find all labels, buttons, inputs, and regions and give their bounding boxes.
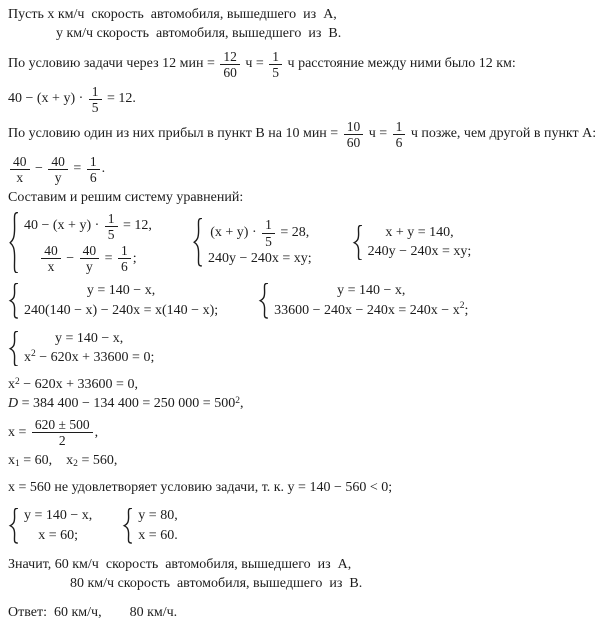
fraction: $\frac{40}{y}$ xyxy=(80,243,100,274)
answer-line: Ответ: 60 км/ч, 80 км/ч. xyxy=(8,605,178,621)
fraction: $\frac{12}{60}$ xyxy=(220,49,240,80)
fraction: $\frac{1}{5}$ xyxy=(89,84,102,115)
condition-2-equation: $\frac{40}{x}$ − $\frac{40}{y}$ = $\frac{1}{6}$ . xyxy=(8,153,592,186)
fraction: $\frac{40}{x}$ xyxy=(10,154,30,185)
conclusion-line-2: 80 км/ч скорость автомобиля, вышедшего из В. xyxy=(70,576,363,592)
condition-2-text: По условию один из них прибыл в пункт В на 10 мин = $\frac{10}{60}$ ч = $\frac{1}{6}$ ч позже, чем другой в пункт А: xyxy=(8,118,597,150)
system-equation: $\frac{40}{x}$ − $\frac{40}{y}$ = $\frac{1}{6}$ ; xyxy=(39,243,136,274)
fraction: $\frac{1}{6}$ xyxy=(118,243,131,274)
equation-system-2 xyxy=(192,217,312,267)
fraction: $\frac{40}{y}$ xyxy=(48,154,68,185)
systems-row-4 xyxy=(8,507,592,544)
rejection-note: x = 560 не удовлетворяет условию задачи, т. к. y = 140 − 560 < 0; xyxy=(8,480,393,496)
system-equation: 240(140 − x) − 240x = x(140 − x); xyxy=(24,302,219,318)
left-brace-icon xyxy=(258,283,269,318)
system-equation: x = 60; xyxy=(38,527,79,543)
fraction: $\frac{10}{60}$ xyxy=(344,119,364,150)
intro-line-2: у км/ч скорость автомобиля, вышедшего из В. xyxy=(56,26,342,42)
condition-1-text: По условию задачи через 12 мин = $\frac{12}{60}$ ч = $\frac{1}{5}$ ч расстояние между ними было 12 км: xyxy=(8,48,516,80)
equation-system-4 xyxy=(8,282,218,319)
left-brace-icon xyxy=(192,218,203,266)
intro-line-1: Пусть x км/ч скорость автомобиля, вышедшего из А, xyxy=(8,7,337,22)
system-equation: x + y = 140, xyxy=(385,224,454,240)
systems-row-3 xyxy=(8,330,592,367)
conclusion-line-1: Значит, 60 км/ч скорость автомобиля, вышедшего из А, xyxy=(8,556,352,572)
system-equation: x $^2$ − 620x + 33600 = 0; xyxy=(24,348,155,365)
systems-intro: Составим и решим систему уравнений: xyxy=(8,189,244,205)
quadratic-line-4: $x_1 = 60$, $x_2 = 560$, xyxy=(8,452,118,470)
system-equation: (x + y) · $\frac{1}{5}$ = 28, xyxy=(210,217,310,249)
left-brace-icon xyxy=(8,508,19,543)
quadratic-line-3: x = $\frac{620 \pm 500}{2}$ , xyxy=(8,416,99,448)
system-equation: y = 80, xyxy=(138,508,178,524)
system-equation: y = 140 − x, xyxy=(86,283,156,299)
equation-system-6 xyxy=(8,330,154,367)
fraction: $\frac{1}{6}$ xyxy=(87,154,100,185)
fraction: $\frac{1}{5}$ xyxy=(269,49,282,80)
fraction: $\frac{1}{5}$ xyxy=(105,211,118,242)
systems-row-1 xyxy=(8,211,592,274)
system-equation: 240y − 240x = xy; xyxy=(367,244,472,260)
fraction: $\frac{1}{5}$ xyxy=(262,217,275,248)
fraction: $\frac{620 \pm 500}{2}$ xyxy=(32,417,93,448)
system-equation: y = 140 − x, xyxy=(55,330,124,346)
quadratic-line-1: $x^2 - 620x + 33600 = 0$, xyxy=(8,376,138,393)
fraction: $\frac{1}{6}$ xyxy=(393,119,406,150)
equation-system-3 xyxy=(352,224,472,261)
quadratic-line-2: D = 384 400 − 134 400 = 250 $000 = 500^2$, xyxy=(8,396,244,412)
equation-system-5 xyxy=(258,282,468,319)
system-equation: 33600 − 240x − 240x = 240x − x $^2$ ; xyxy=(274,301,469,318)
fraction: $\frac{40}{x}$ xyxy=(41,243,61,274)
system-equation: y = 140 − x, xyxy=(337,283,406,299)
equation-system-1 xyxy=(8,211,152,274)
system-equation: 240y − 240x = xy; xyxy=(207,250,312,266)
left-brace-icon xyxy=(8,212,19,273)
system-equation: y = 140 − x, xyxy=(24,508,93,524)
left-brace-icon xyxy=(8,283,19,318)
system-equation: x = 60. xyxy=(138,527,178,543)
equation-system-8 xyxy=(122,507,177,544)
equation-system-7 xyxy=(8,507,92,544)
left-brace-icon xyxy=(352,225,363,260)
condition-1-equation: 40 − (x + y) · $\frac{1}{5}$ = 12. xyxy=(8,83,136,115)
left-brace-icon xyxy=(8,331,19,366)
system-equation: 40 − (x + y) · $\frac{1}{5}$ = 12, xyxy=(24,210,152,243)
systems-row-2 xyxy=(8,282,592,319)
left-brace-icon xyxy=(122,508,133,543)
